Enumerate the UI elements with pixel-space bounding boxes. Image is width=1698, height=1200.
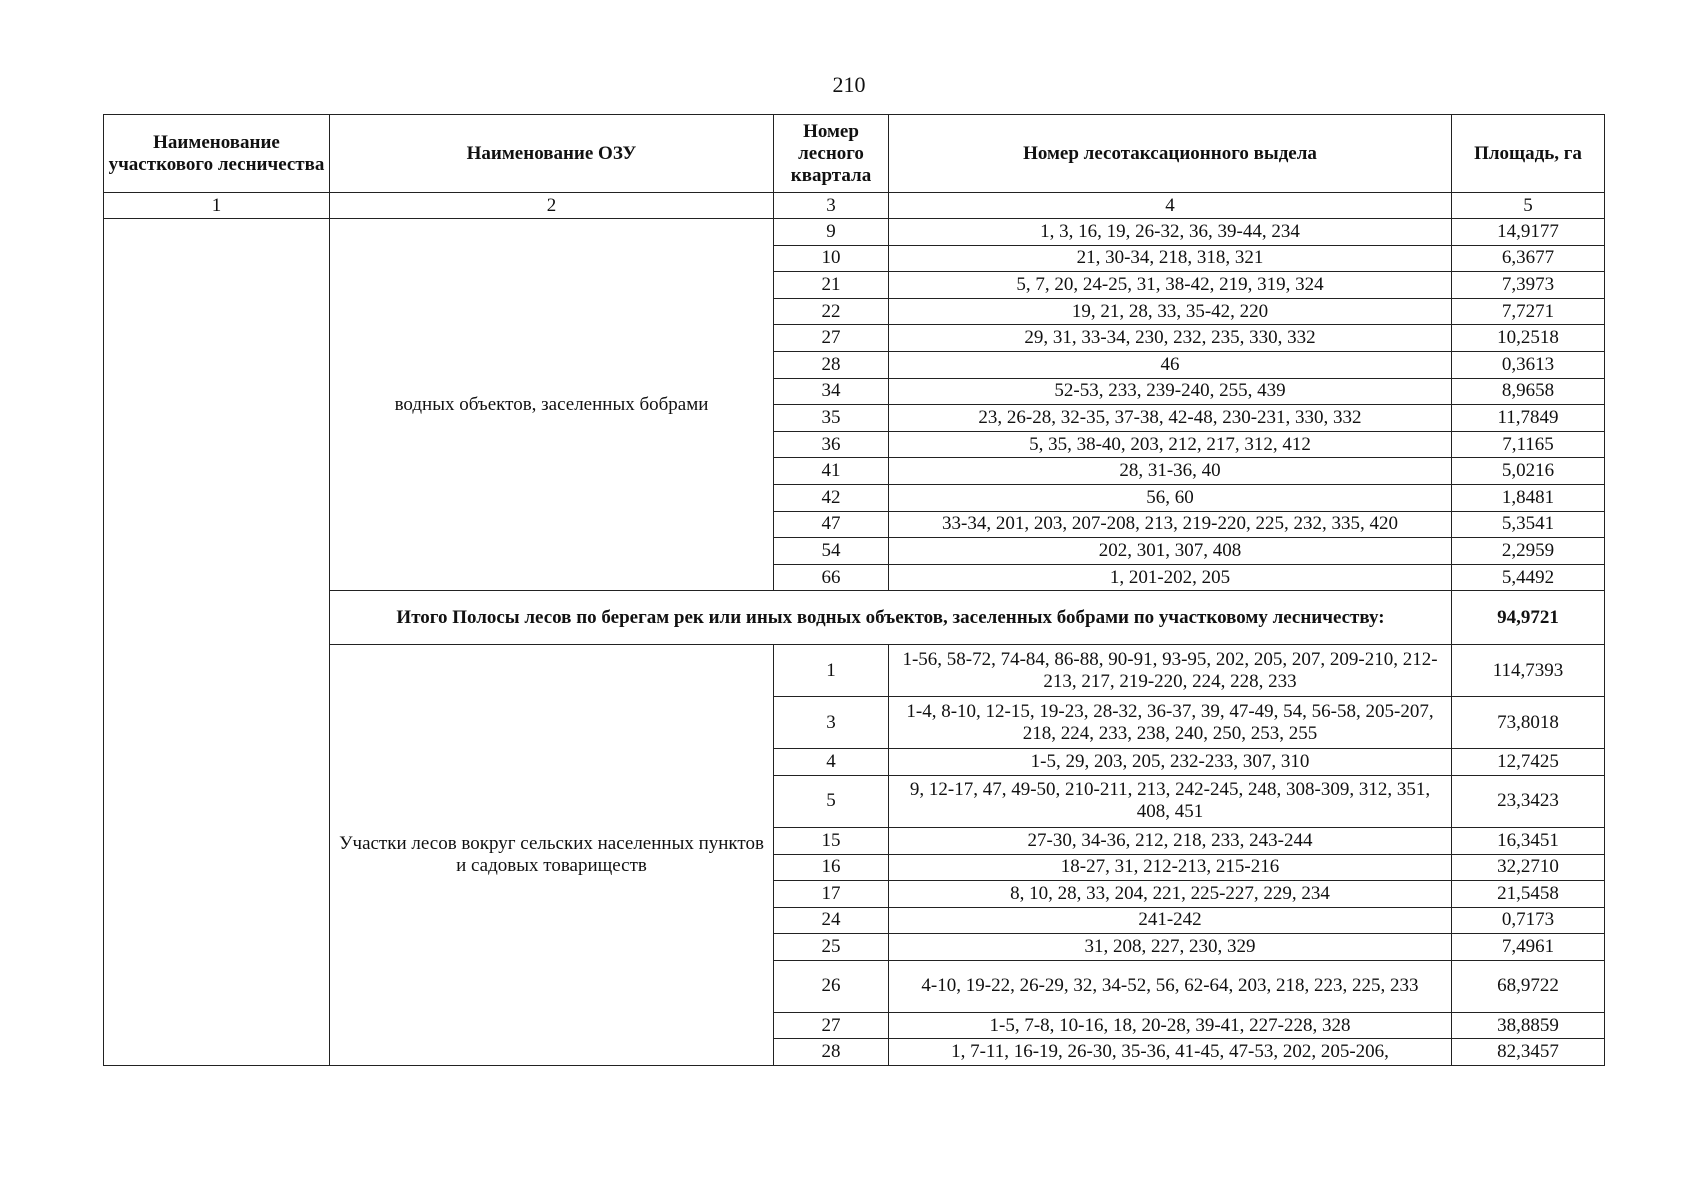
area-value: 38,8859 (1452, 1012, 1605, 1039)
area-value: 0,7173 (1452, 907, 1605, 934)
table-row (104, 645, 1605, 697)
quarter-number: 10 (774, 245, 889, 272)
quarter-number: 1 (774, 645, 889, 697)
compartment-list: 202, 301, 307, 408 (889, 538, 1452, 565)
compartment-list: 1-4, 8-10, 12-15, 19-23, 28-32, 36-37, 39, 47-49, 54, 56-58, 205-207, 218, 224, 233, 238, 240, 250, 253, 255 (889, 697, 1452, 749)
area-value: 6,3677 (1452, 245, 1605, 272)
area-value: 7,1165 (1452, 431, 1605, 458)
area-value: 32,2710 (1452, 854, 1605, 881)
area-value: 7,4961 (1452, 934, 1605, 961)
area-value: 11,7849 (1452, 405, 1605, 432)
quarter-number: 17 (774, 881, 889, 908)
compartment-list: 21, 30-34, 218, 318, 321 (889, 245, 1452, 272)
column-number: 5 (1452, 193, 1605, 219)
area-value: 82,3457 (1452, 1039, 1605, 1066)
compartment-list: 52-53, 233, 239-240, 255, 439 (889, 378, 1452, 405)
compartment-list: 23, 26-28, 32-35, 37-38, 42-48, 230-231, 330, 332 (889, 405, 1452, 432)
compartment-list: 9, 12-17, 47, 49-50, 210-211, 213, 242-245, 248, 308-309, 312, 351, 408, 451 (889, 775, 1452, 827)
header-ozu: Наименование ОЗУ (330, 115, 774, 193)
quarter-number: 47 (774, 511, 889, 538)
compartment-list: 46 (889, 351, 1452, 378)
quarter-number: 9 (774, 219, 889, 246)
forestry-cell (104, 219, 330, 1066)
ozu-table (103, 114, 1605, 1066)
quarter-number: 5 (774, 775, 889, 827)
compartment-list: 56, 60 (889, 484, 1452, 511)
area-value: 8,9658 (1452, 378, 1605, 405)
area-value: 14,9177 (1452, 219, 1605, 246)
area-value: 5,4492 (1452, 564, 1605, 591)
quarter-number: 4 (774, 749, 889, 776)
total-label: Итого Полосы лесов по берегам рек или иных водных объектов, заселенных бобрами по участковому лесничеству: (330, 591, 1452, 645)
compartment-list: 5, 35, 38-40, 203, 212, 217, 312, 412 (889, 431, 1452, 458)
table-row (104, 219, 1605, 246)
column-number: 4 (889, 193, 1452, 219)
quarter-number: 21 (774, 272, 889, 299)
area-value: 5,3541 (1452, 511, 1605, 538)
area-value: 12,7425 (1452, 749, 1605, 776)
compartment-list: 33-34, 201, 203, 207-208, 213, 219-220, 225, 232, 335, 420 (889, 511, 1452, 538)
area-value: 7,7271 (1452, 298, 1605, 325)
quarter-number: 27 (774, 325, 889, 352)
quarter-number: 3 (774, 697, 889, 749)
quarter-number: 27 (774, 1012, 889, 1039)
compartment-list: 27-30, 34-36, 212, 218, 233, 243-244 (889, 827, 1452, 854)
area-value: 10,2518 (1452, 325, 1605, 352)
area-value: 5,0216 (1452, 458, 1605, 485)
header-area: Площадь, га (1452, 115, 1605, 193)
compartment-list: 5, 7, 20, 24-25, 31, 38-42, 219, 319, 324 (889, 272, 1452, 299)
compartment-list: 1-56, 58-72, 74-84, 86-88, 90-91, 93-95, 202, 205, 207, 209-210, 212-213, 217, 219-220, 224, 228, 233 (889, 645, 1452, 697)
compartment-list: 18-27, 31, 212-213, 215-216 (889, 854, 1452, 881)
column-number-row (104, 193, 1605, 219)
quarter-number: 54 (774, 538, 889, 565)
compartment-list: 1, 7-11, 16-19, 26-30, 35-36, 41-45, 47-53, 202, 205-206, (889, 1039, 1452, 1066)
area-value: 21,5458 (1452, 881, 1605, 908)
header-compartment: Номер лесотаксационного выдела (889, 115, 1452, 193)
quarter-number: 16 (774, 854, 889, 881)
column-number: 2 (330, 193, 774, 219)
quarter-number: 26 (774, 960, 889, 1012)
ozu-name: водных объектов, заселенных бобрами (330, 219, 774, 591)
quarter-number: 42 (774, 484, 889, 511)
page-number: 210 (832, 72, 866, 97)
header-forestry: Наименование участкового лесничества (104, 115, 330, 193)
compartment-list: 241-242 (889, 907, 1452, 934)
area-value: 7,3973 (1452, 272, 1605, 299)
area-value: 16,3451 (1452, 827, 1605, 854)
ozu-name: Участки лесов вокруг сельских населенных пунктов и садовых товариществ (330, 645, 774, 1066)
header-quarter: Номер лесного квартала (774, 115, 889, 193)
table-body (104, 219, 1605, 1066)
quarter-number: 66 (774, 564, 889, 591)
area-value: 2,2959 (1452, 538, 1605, 565)
compartment-list: 1-5, 29, 203, 205, 232-233, 307, 310 (889, 749, 1452, 776)
area-value: 0,3613 (1452, 351, 1605, 378)
quarter-number: 34 (774, 378, 889, 405)
area-value: 1,8481 (1452, 484, 1605, 511)
quarter-number: 22 (774, 298, 889, 325)
total-value: 94,9721 (1452, 591, 1605, 645)
header-row (104, 115, 1605, 193)
area-value: 23,3423 (1452, 775, 1605, 827)
area-value: 73,8018 (1452, 697, 1605, 749)
column-number: 3 (774, 193, 889, 219)
compartment-list: 8, 10, 28, 33, 204, 221, 225-227, 229, 234 (889, 881, 1452, 908)
quarter-number: 28 (774, 351, 889, 378)
area-value: 68,9722 (1452, 960, 1605, 1012)
column-number: 1 (104, 193, 330, 219)
compartment-list: 1-5, 7-8, 10-16, 18, 20-28, 39-41, 227-228, 328 (889, 1012, 1452, 1039)
compartment-list: 1, 201-202, 205 (889, 564, 1452, 591)
area-value: 114,7393 (1452, 645, 1605, 697)
quarter-number: 24 (774, 907, 889, 934)
quarter-number: 28 (774, 1039, 889, 1066)
compartment-list: 4-10, 19-22, 26-29, 32, 34-52, 56, 62-64, 203, 218, 223, 225, 233 (889, 960, 1452, 1012)
compartment-list: 31, 208, 227, 230, 329 (889, 934, 1452, 961)
compartment-list: 1, 3, 16, 19, 26-32, 36, 39-44, 234 (889, 219, 1452, 246)
compartment-list: 28, 31-36, 40 (889, 458, 1452, 485)
quarter-number: 25 (774, 934, 889, 961)
quarter-number: 36 (774, 431, 889, 458)
quarter-number: 15 (774, 827, 889, 854)
quarter-number: 41 (774, 458, 889, 485)
compartment-list: 19, 21, 28, 33, 35-42, 220 (889, 298, 1452, 325)
compartment-list: 29, 31, 33-34, 230, 232, 235, 330, 332 (889, 325, 1452, 352)
quarter-number: 35 (774, 405, 889, 432)
total-row (104, 591, 1605, 645)
